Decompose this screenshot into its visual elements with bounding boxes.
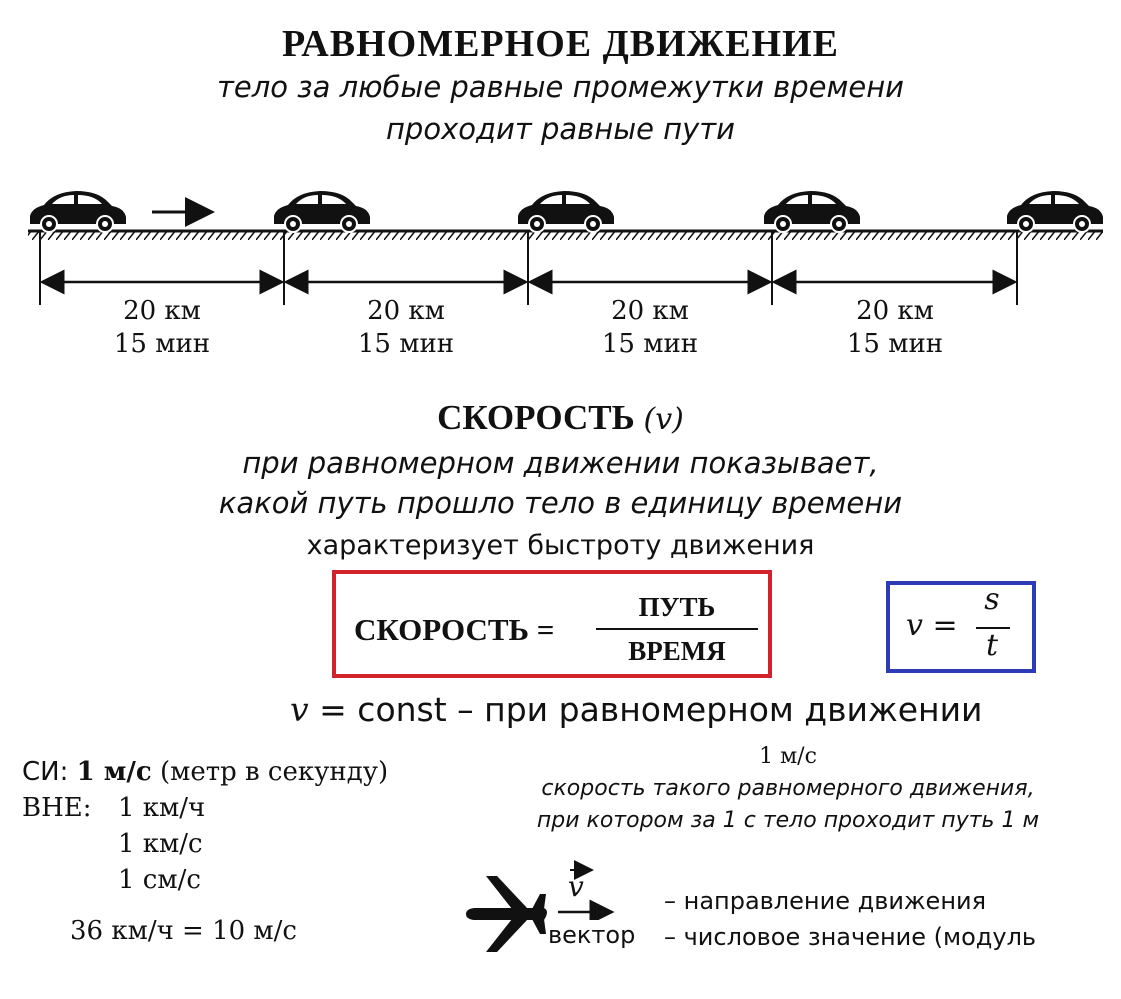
symbol-formula-lhs: v =	[906, 608, 958, 643]
page-title: РАВНОМЕРНОЕ ДВИЖЕНИЕ	[281, 23, 840, 65]
segment-distance: 20 км	[856, 296, 934, 326]
speed-definition-line-1: при равномерном движении показывает,	[242, 446, 879, 480]
segment-distance: 20 км	[123, 296, 201, 326]
non-si-label: ВНЕ:	[22, 793, 92, 823]
speed-title	[0, 398, 1121, 438]
uniform-motion-diagram	[0, 170, 1121, 305]
word-formula-lhs: СКОРОСТЬ =	[354, 612, 555, 647]
segment-time: 15 мин	[357, 329, 455, 359]
vector-arrows	[556, 860, 622, 920]
vector-magnitude: – числовое значение (модуль	[664, 923, 1037, 951]
vector-symbol: v	[568, 870, 584, 903]
segment-label-3	[550, 295, 750, 361]
segment-distance: 20 км	[367, 296, 445, 326]
vector-word: вектор	[548, 921, 636, 949]
speed-definition-line-2: какой путь прошло тело в единицу времени	[218, 486, 903, 520]
definition-line-2: проходит равные пути	[385, 112, 736, 146]
word-formula-denominator: ВРЕМЯ	[628, 636, 726, 666]
segment-time: 15 мин	[846, 329, 944, 359]
unit-note-line-1: скорость такого равномерного движения,	[541, 776, 1035, 801]
segment-label-2	[306, 295, 506, 361]
constant-text: = const – при равномерном движении	[319, 690, 983, 729]
symbol-formula-numerator: s	[984, 582, 1000, 617]
symbol-formula-denominator: t	[985, 628, 999, 663]
non-si-unit: 1 км/с	[118, 829, 203, 859]
car-icon	[30, 191, 126, 232]
car-icon	[274, 191, 370, 232]
segment-label-1	[62, 295, 262, 361]
segment-distance: 20 км	[611, 296, 689, 326]
constant-line	[290, 690, 983, 729]
unit-note-head: 1 м/с	[759, 744, 817, 769]
vector-direction: – направление движения	[664, 887, 987, 915]
segment-time: 15 мин	[601, 329, 699, 359]
segment-time: 15 мин	[113, 329, 211, 359]
si-unit-line	[22, 757, 388, 787]
car-icon	[518, 191, 614, 232]
speed-characterizes: характеризует быстроту движения	[306, 530, 815, 561]
speed-symbol: (v)	[643, 402, 684, 437]
speed-title-text: СКОРОСТЬ	[437, 398, 635, 437]
si-label: СИ:	[22, 757, 69, 787]
non-si-unit: 1 км/ч	[118, 793, 206, 823]
constant-symbol: v	[290, 690, 309, 729]
airplane-icon	[462, 874, 550, 954]
car-icon	[1007, 191, 1103, 232]
fraction-bar	[596, 628, 758, 630]
si-value: 1 м/с	[76, 757, 152, 787]
unit-conversion: 36 км/ч = 10 м/с	[70, 916, 297, 946]
si-note: (метр в секунду)	[159, 757, 389, 787]
definition-line-1: тело за любые равные промежутки времени	[216, 70, 905, 104]
segment-label-4	[795, 295, 995, 361]
word-formula-numerator: ПУТЬ	[638, 592, 716, 622]
car-icon	[764, 191, 860, 232]
non-si-unit: 1 см/с	[118, 865, 201, 895]
unit-note-line-2: при котором за 1 с тело проходит путь 1 м	[536, 808, 1040, 833]
